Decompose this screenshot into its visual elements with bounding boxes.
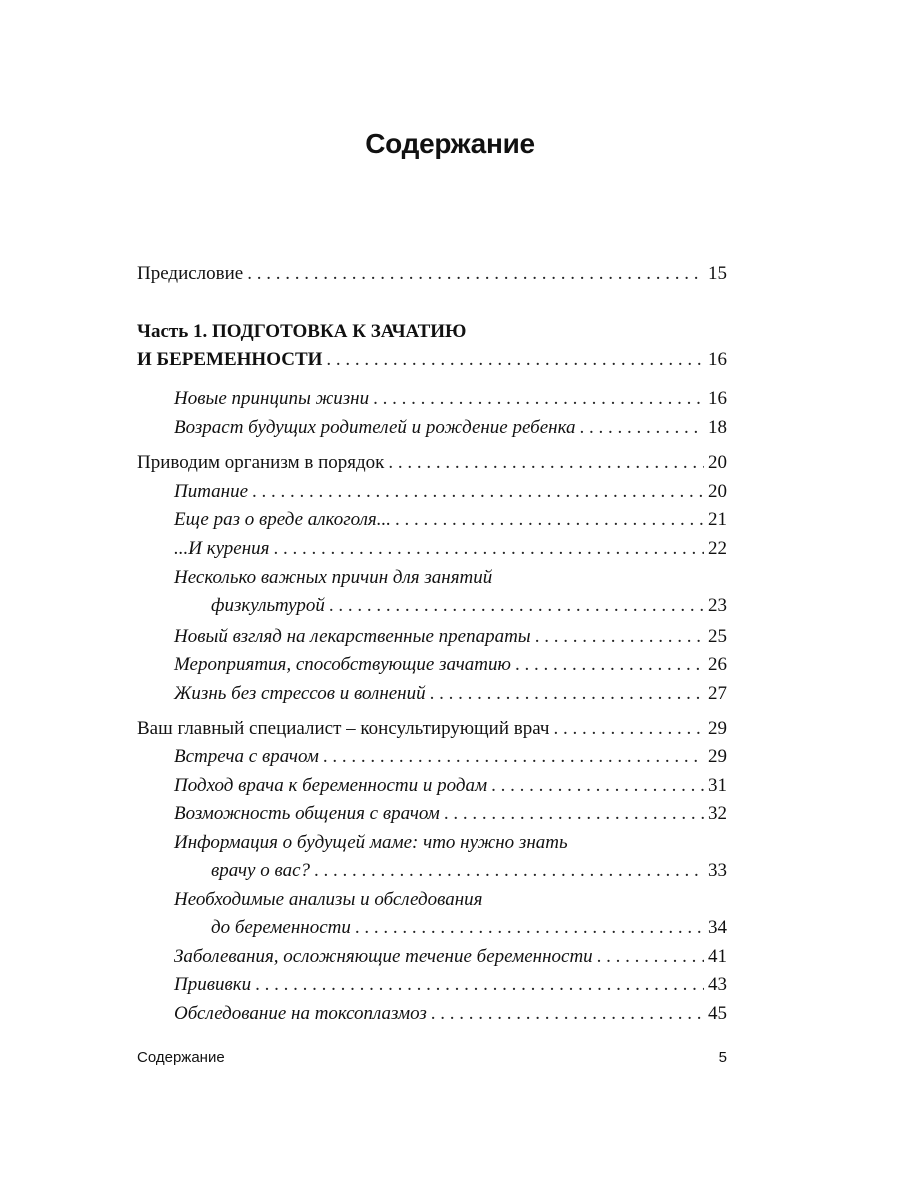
- toc-entry-label: Еще раз о вреде алкоголя...: [174, 509, 392, 530]
- toc-entry-page: 32: [708, 803, 727, 824]
- toc-entry-page: 15: [708, 263, 727, 284]
- toc-entry-parents-age[interactable]: [174, 416, 727, 440]
- toc-entry-label: Обследование на токсоплазмоз: [174, 1003, 427, 1024]
- toc-part1-line1[interactable]: Часть 1. ПОДГОТОВКА К ЗАЧАТИЮ: [137, 321, 467, 342]
- toc-entry-main-specialist[interactable]: [137, 717, 727, 741]
- toc-entry-page: 26: [708, 654, 727, 675]
- toc-entry-page: 20: [708, 481, 727, 502]
- dot-leader: [355, 916, 704, 940]
- toc-entry-nutrition[interactable]: [174, 480, 727, 504]
- dot-leader: [553, 717, 704, 741]
- page-title: Содержание: [365, 128, 535, 159]
- toc-entry-page: 25: [708, 626, 727, 647]
- dot-leader: [373, 387, 704, 411]
- dot-leader: [247, 262, 704, 286]
- toc-entry-page: 21: [708, 509, 727, 530]
- toc-entry-label: физкультурой: [211, 595, 325, 616]
- toc-entry-diseases[interactable]: [174, 945, 727, 969]
- toc-entry-page: 16: [708, 388, 727, 409]
- toc-entry-page: 31: [708, 775, 727, 796]
- toc-entry-doctor-approach[interactable]: [174, 774, 727, 798]
- dot-leader: [431, 1002, 704, 1026]
- dot-leader: [444, 802, 704, 826]
- toc-entry-communication[interactable]: [174, 802, 727, 826]
- toc-entry-part1[interactable]: [137, 348, 727, 372]
- toc-entry-page: 41: [708, 946, 727, 967]
- toc-tests-line1[interactable]: Необходимые анализы и обследования: [174, 889, 483, 910]
- toc-entry-page: 45: [708, 1003, 727, 1024]
- toc-entry-label: Ваш главный специалист – консультирующий врач: [137, 718, 550, 739]
- dot-leader: [252, 480, 704, 504]
- toc-entry-label: до беременности: [211, 917, 351, 938]
- page-footer: [137, 1049, 727, 1066]
- dot-leader: [329, 594, 704, 618]
- page-number: 5: [718, 1049, 727, 1066]
- toc-entry-page: 29: [708, 718, 727, 739]
- toc-entry-label: Мероприятия, способствующие зачатию: [174, 654, 511, 675]
- dot-leader: [273, 537, 704, 561]
- toc-entry-label: Подход врача к беременности и родам: [174, 775, 488, 796]
- toc-entry-label: Приводим организм в порядок: [137, 452, 385, 473]
- toc-entry-page: 23: [708, 595, 727, 616]
- toc-entry-toxoplasmosis[interactable]: [174, 1002, 727, 1026]
- toc-entry-page: 34: [708, 917, 727, 938]
- toc-entry-page: 20: [708, 452, 727, 473]
- toc-entry-preface[interactable]: [137, 262, 727, 286]
- toc-fitness-line1[interactable]: Несколько важных причин для занятий: [174, 567, 493, 588]
- toc-entry-body-order[interactable]: [137, 451, 727, 475]
- toc-entry-label: Новый взгляд на лекарственные препараты: [174, 626, 531, 647]
- toc-entry-tests[interactable]: [211, 916, 727, 940]
- dot-leader: [388, 451, 704, 475]
- toc-entry-label: Прививки: [174, 974, 252, 995]
- toc-entry-fitness[interactable]: [211, 594, 727, 618]
- dot-leader: [323, 745, 704, 769]
- toc-entry-label: врачу о вас?: [211, 860, 311, 881]
- toc-entry-medicines[interactable]: [174, 625, 727, 649]
- toc-entry-no-stress[interactable]: [174, 682, 727, 706]
- toc-entry-page: 43: [708, 974, 727, 995]
- dot-leader: [314, 859, 704, 883]
- toc-entry-mother-info[interactable]: [211, 859, 727, 883]
- toc-entry-label: Возраст будущих родителей и рождение ребенка: [174, 417, 576, 438]
- toc-entry-smoking[interactable]: [174, 537, 727, 561]
- toc-entry-page: 27: [708, 683, 727, 704]
- dot-leader: [515, 653, 704, 677]
- toc-mother-info-line1[interactable]: Информация о будущей маме: что нужно знать: [174, 832, 568, 853]
- toc-entry-page: 33: [708, 860, 727, 881]
- dot-leader: [580, 416, 704, 440]
- toc-entry-page: 18: [708, 417, 727, 438]
- toc-entry-vaccinations[interactable]: [174, 973, 727, 997]
- toc-entry-conception-measures[interactable]: [174, 653, 727, 677]
- toc-entry-label: Возможность общения с врачом: [174, 803, 440, 824]
- dot-leader: [255, 973, 704, 997]
- dot-leader: [491, 774, 704, 798]
- dot-leader: [395, 508, 704, 532]
- toc-entry-label: Предисловие: [137, 263, 244, 284]
- toc-entry-label: Встреча с врачом: [174, 746, 319, 767]
- toc-entry-meeting-doctor[interactable]: [174, 745, 727, 769]
- toc-entry-page: 16: [708, 349, 727, 370]
- toc-entry-alcohol[interactable]: [174, 508, 727, 532]
- dot-leader: [597, 945, 704, 969]
- toc-entry-page: 22: [708, 538, 727, 559]
- toc-entry-label: ...И курения: [174, 538, 270, 559]
- toc-entry-label: Жизнь без стрессов и волнений: [174, 683, 426, 704]
- running-title: Содержание: [137, 1049, 225, 1066]
- toc-entry-new-principles[interactable]: [174, 387, 727, 411]
- dot-leader: [430, 682, 704, 706]
- dot-leader: [326, 348, 704, 372]
- toc-entry-label: Питание: [174, 481, 249, 502]
- dot-leader: [535, 625, 704, 649]
- toc-entry-label: И БЕРЕМЕННОСТИ: [137, 349, 323, 370]
- toc-entry-label: Новые принципы жизни: [174, 388, 370, 409]
- toc-entry-page: 29: [708, 746, 727, 767]
- toc-entry-label: Заболевания, осложняющие течение беременности: [174, 946, 593, 967]
